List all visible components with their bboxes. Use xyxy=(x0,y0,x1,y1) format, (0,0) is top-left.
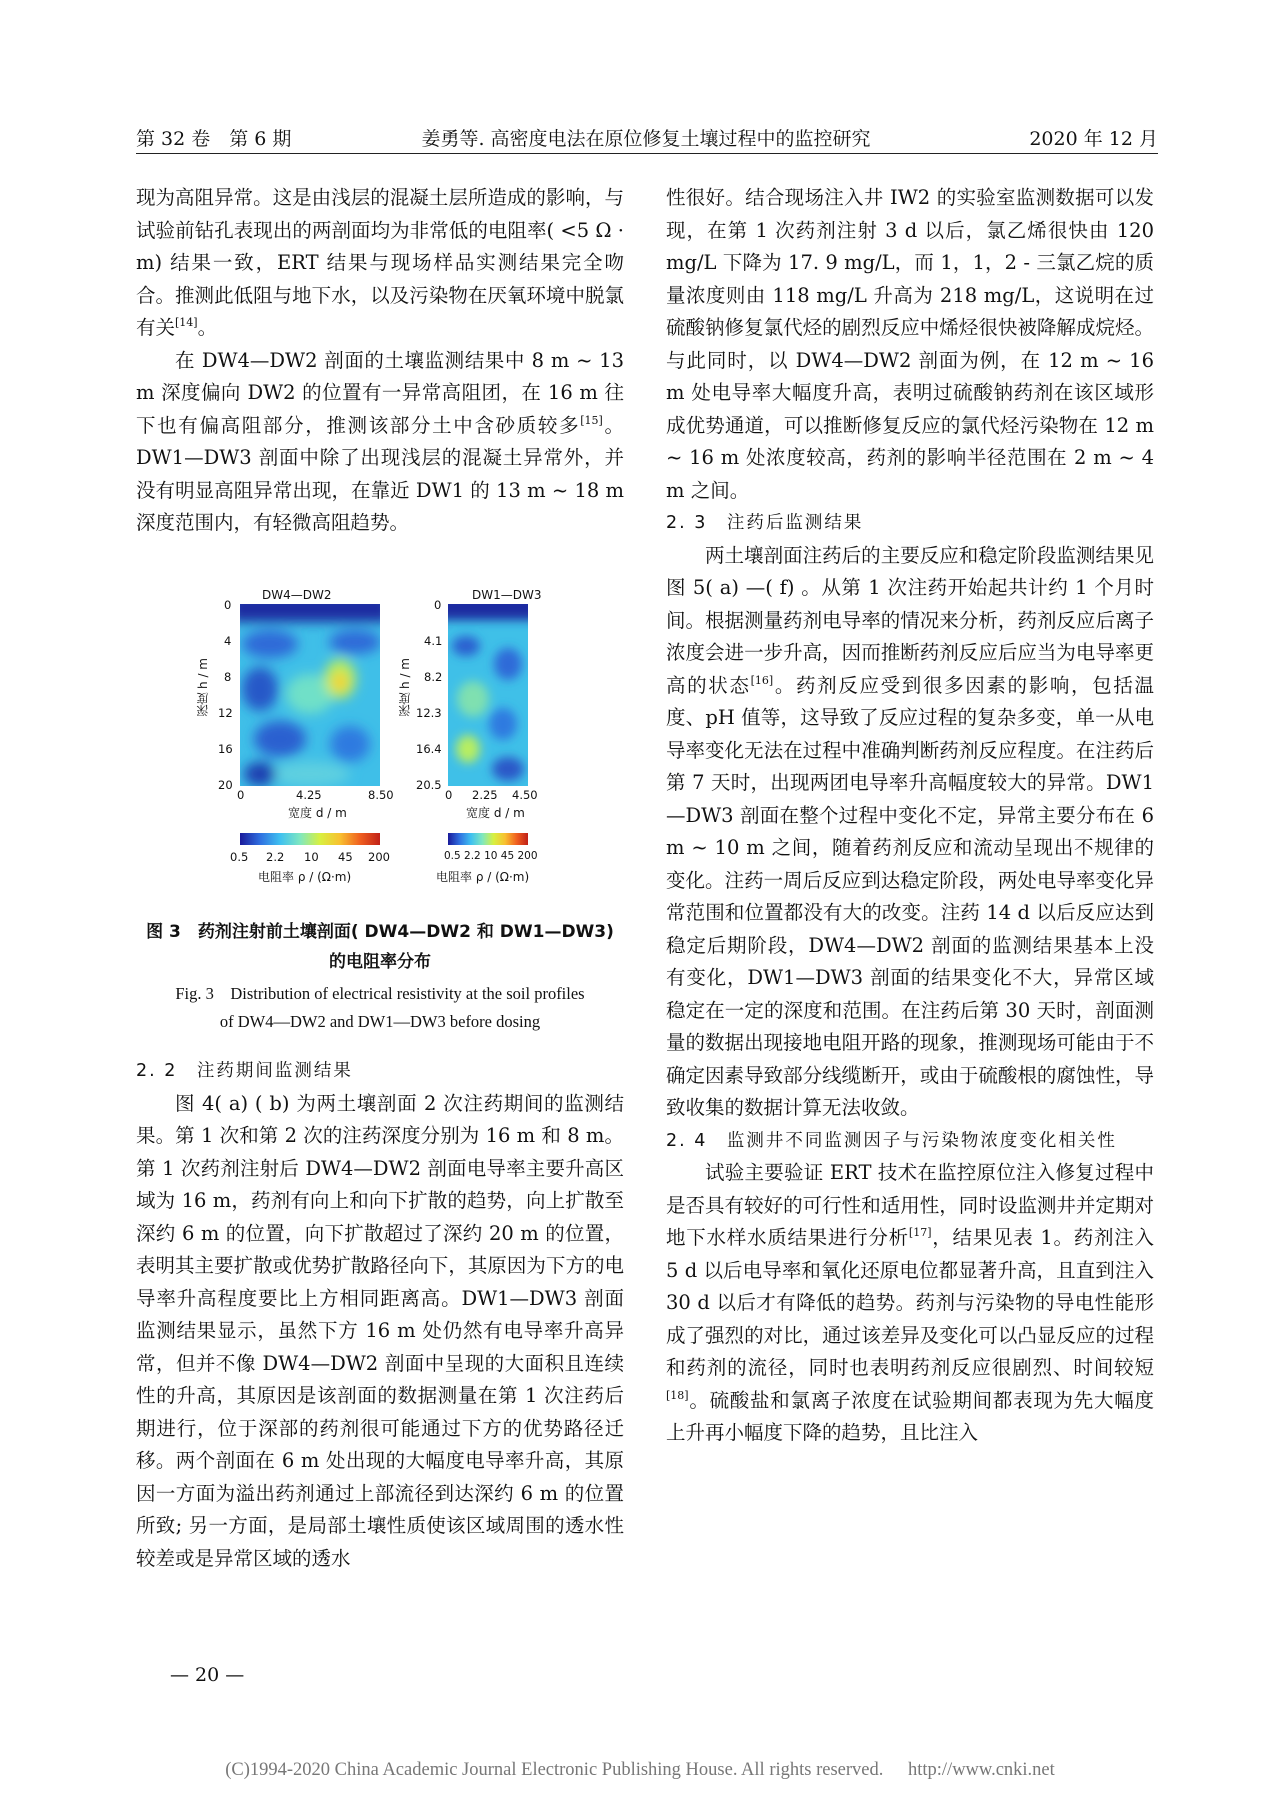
cbar-tick: 0.5 xyxy=(230,850,249,864)
panel-b-ylabel: 深度 h / m xyxy=(398,658,412,717)
citation-14[interactable]: [14] xyxy=(175,316,198,329)
citation-15[interactable]: [15] xyxy=(580,413,603,427)
citation-16[interactable]: [16] xyxy=(750,673,774,687)
panel-a-ytick: 20 xyxy=(218,778,233,792)
left-column xyxy=(136,182,624,540)
cbar-tick: 2.2 xyxy=(266,850,285,864)
panel-a-xlabel: 宽度 d / m xyxy=(288,806,347,820)
page-number: — 20 — xyxy=(170,1664,245,1686)
section-2-2-heading: 2. 2 注药期间监测结果 xyxy=(136,1061,353,1081)
footer-url[interactable]: http://www.cnki.net xyxy=(908,1760,1055,1780)
panel-a-ytick: 8 xyxy=(224,670,232,684)
panel-b-xtick: 4.50 xyxy=(512,788,538,802)
header-rule xyxy=(136,153,1158,154)
panel-b-xtick: 2.25 xyxy=(472,788,498,802)
cbar-tick: 45 xyxy=(338,850,353,864)
panel-b-ytick: 0 xyxy=(434,598,442,612)
panel-a-ytick: 12 xyxy=(218,706,233,720)
panel-a-ytick: 0 xyxy=(224,598,232,612)
panel-a-colorbar xyxy=(240,833,380,845)
panel-a-ylabel: 深度 h / m xyxy=(196,658,210,717)
cbar-tick: 10 xyxy=(304,850,319,864)
header-date: 2020 年 12 月 xyxy=(1029,128,1158,150)
citation-17[interactable]: [17] xyxy=(908,1226,932,1239)
cbar-tick: 200 xyxy=(368,850,390,864)
right-paragraph-3: 试验主要验证 ERT 技术在监控原位注入修复过程中是否具有较好的可行性和适用性，同时设监测井并定期对地下水样水质结果进行分析[17]，结果见表 1。药剂注入 5 d 以后电导率和氧化还原电位都显著升高，且直到注入 30 d 以后才有降低的趋势。药剂与污染物的导电性能形成了强烈的对比，通过该差异及变化可以凸显反应的过程和药剂的流径，同时也表明药剂反应很剧烈、时间较短[18]。硫酸盐和氯离子浓度在试验期间都表现为先大幅度上升再小幅度下降的趋势，且比注入 xyxy=(666,1161,1154,1444)
figure-3-caption-en: Fig. 3 Distribution of electrical resistivity at the soil profiles of DW4—DW2 and DW1—DW3 before dosing xyxy=(175,984,585,1031)
copyright-footer xyxy=(0,1760,1280,1781)
panel-a-ytick: 16 xyxy=(218,742,233,756)
panel-b-ytick: 4.1 xyxy=(424,634,443,648)
panel-b-title: DW1—DW3 xyxy=(472,588,542,602)
resistivity-map-dw1-dw3 xyxy=(448,604,528,786)
header-volume-issue: 第 32 卷 第 6 期 xyxy=(136,128,292,150)
panel-a-ytick: 4 xyxy=(224,634,232,648)
panel-a-xtick: 4.25 xyxy=(296,788,322,802)
right-paragraph-2: 两土壤剖面注药后的主要反应和稳定阶段监测结果见图 5( a) —( f) 。从第 1 次注药开始起共计约 1 个月时间。根据测量药剂电导率的情况来分析，药剂反应后离子浓度会进一步升高，因而推断药剂反应后应当为电导率更高的状态[16]。药剂反应受到很多因素的影响，包括温度、pH 值等，这导致了反应过程的复杂多变，单一从电导率变化无法在过程中准确判断药剂反应程度。在注药后第 7 天时，出现两团电导率升高幅度较大的异常。DW1—DW3 剖面在整个过程中变化不定，异常主要分布在 6 m ~ 10 m 之间，随着药剂反应和流动呈现出不规律的变化。注药一周后反应到达稳定阶段，两处电导率变化异常范围和位置都没有大的改变。注药 14 d 以后反应达到稳定后期阶段，DW4—DW2 剖面的监测结果基本上没有变化，DW1—DW3 剖面的结果变化不大，异常区域稳定在一定的深度和范围。在注药后第 30 天时，剖面测量的数据出现接地电阻开路的现象，推测现场可能由于不确定因素导致部分线缆断开，或由于硫酸根的腐蚀性，导致收集的数据计算无法收敛。 xyxy=(666,543,1154,1119)
panel-b-xlabel: 宽度 d / m xyxy=(466,806,525,820)
header-article-title: 姜勇等. 高密度电法在原位修复土壤过程中的监控研究 xyxy=(421,128,871,150)
panel-a-title: DW4—DW2 xyxy=(262,588,332,602)
running-header xyxy=(136,122,1158,152)
left-column-lower xyxy=(136,1055,624,1575)
panel-b-ytick: 8.2 xyxy=(424,670,443,684)
resistivity-map-dw4-dw2 xyxy=(240,604,380,786)
panel-b-ytick: 12.3 xyxy=(416,706,442,720)
section-2-4-heading: 2. 4 监测井不同监测因子与污染物浓度变化相关性 xyxy=(666,1130,1117,1151)
panel-b-colorbar xyxy=(448,833,528,845)
left-paragraph-2: 在 DW4—DW2 剖面的土壤监测结果中 8 m ~ 13 m 深度偏向 DW2 的位置有一异常高阻团，在 16 m 往下也有偏高阻部分，推测该部分土中含砂质较多[15]。DW1—DW3 剖面中除了出现浅层的混凝土异常外，并没有明显高阻异常出现，在靠近 DW1 的 13 m ~ 18 m 深度范围内，有轻微高阻趋势。 xyxy=(136,348,624,534)
figure-panel-dw1-dw3 xyxy=(400,588,572,888)
footer-copyright: (C)1994-2020 China Academic Journal Electronic Publishing House. All rights reserved. xyxy=(225,1760,884,1780)
figure-3-caption-cn: 图 3 药剂注射前土壤剖面( DW4—DW2 和 DW1—DW3) 的电阻率分布 xyxy=(146,922,614,972)
left-paragraph-1: 现为高阻异常。这是由浅层的混凝土层所造成的影响，与试验前钻孔表现出的两剖面均为非常低的电阻率( <5 Ω · m) 结果一致，ERT 结果与现场样品实测结果完全吻合。推测此低阻与地下水，以及污染物在厌氧环境中脱氯有关[14]。 xyxy=(136,186,624,339)
panel-b-colorbar-ticks: 0.5 2.2 10 45 200 xyxy=(444,850,538,862)
section-2-3-heading: 2. 3 注药后监测结果 xyxy=(666,513,864,533)
panel-b-ytick: 20.5 xyxy=(416,778,442,792)
figure-3 xyxy=(196,588,572,888)
figure-panel-dw4-dw2 xyxy=(196,588,394,888)
panel-a-xtick: 8.50 xyxy=(368,788,394,802)
panel-b-ytick: 16.4 xyxy=(416,742,442,756)
panel-b-xtick: 0 xyxy=(445,788,453,802)
right-column xyxy=(666,182,1154,1450)
right-paragraph-1: 性很好。结合现场注入井 IW2 的实验室监测数据可以发现，在第 1 次药剂注射 3 d 以后，氯乙烯很快由 120 mg/L 下降为 17. 9 mg/L，而 1，1，2 - 三氯乙烷的质量浓度则由 118 mg/L 升高为 218 mg/L，这说明在过硫酸钠修复氯代烃的剧烈反应中烯烃很快被降解成烷烃。与此同时，以 DW4—DW2 剖面为例，在 12 m ~ 16 m 处电导率大幅度升高，表明过硫酸钠药剂在该区域形成优势通道，可以推断修复反应的氯代烃污染物在 12 m ~ 16 m 处浓度较高，药剂的影响半径范围在 2 m ~ 4 m 之间。 xyxy=(666,186,1154,502)
panel-b-colorbar-label: 电阻率 ρ / (Ω·m) xyxy=(436,870,530,884)
panel-a-colorbar-label: 电阻率 ρ / (Ω·m) xyxy=(258,870,352,884)
panel-a-xtick: 0 xyxy=(237,788,245,802)
left-paragraph-3: 图 4( a) ( b) 为两土壤剖面 2 次注药期间的监测结果。第 1 次和第 2 次的注药深度分别为 16 m 和 8 m。第 1 次药剂注射后 DW4—DW2 剖面电导率主要升高区域为 16 m，药剂有向上和向下扩散的趋势，向上扩散至深约 6 m 的位置，向下扩散超过了深约 20 m 的位置，表明其主要扩散或优势扩散路径向下，其原因为下方的电导率升高程度要比上方相同距离高。DW1—DW3 剖面监测结果显示，虽然下方 16 m 处仍然有电导率升高异常，但并不像 DW4—DW2 剖面中呈现的大面积且连续性的升高，其原因是该剖面的数据测量在第 1 次注药后期进行，位于深部的药剂很可能通过下方的优势路径迁移。两个剖面在 6 m 处出现的大幅度电导率升高，其原因一方面为溢出药剂通过上部流径到达深约 6 m 的位置所致; 另一方面，是局部土壤性质使该区域周围的透水性较差或是异常区域的透水 xyxy=(136,1091,624,1570)
citation-18[interactable]: [18] xyxy=(666,1388,689,1402)
